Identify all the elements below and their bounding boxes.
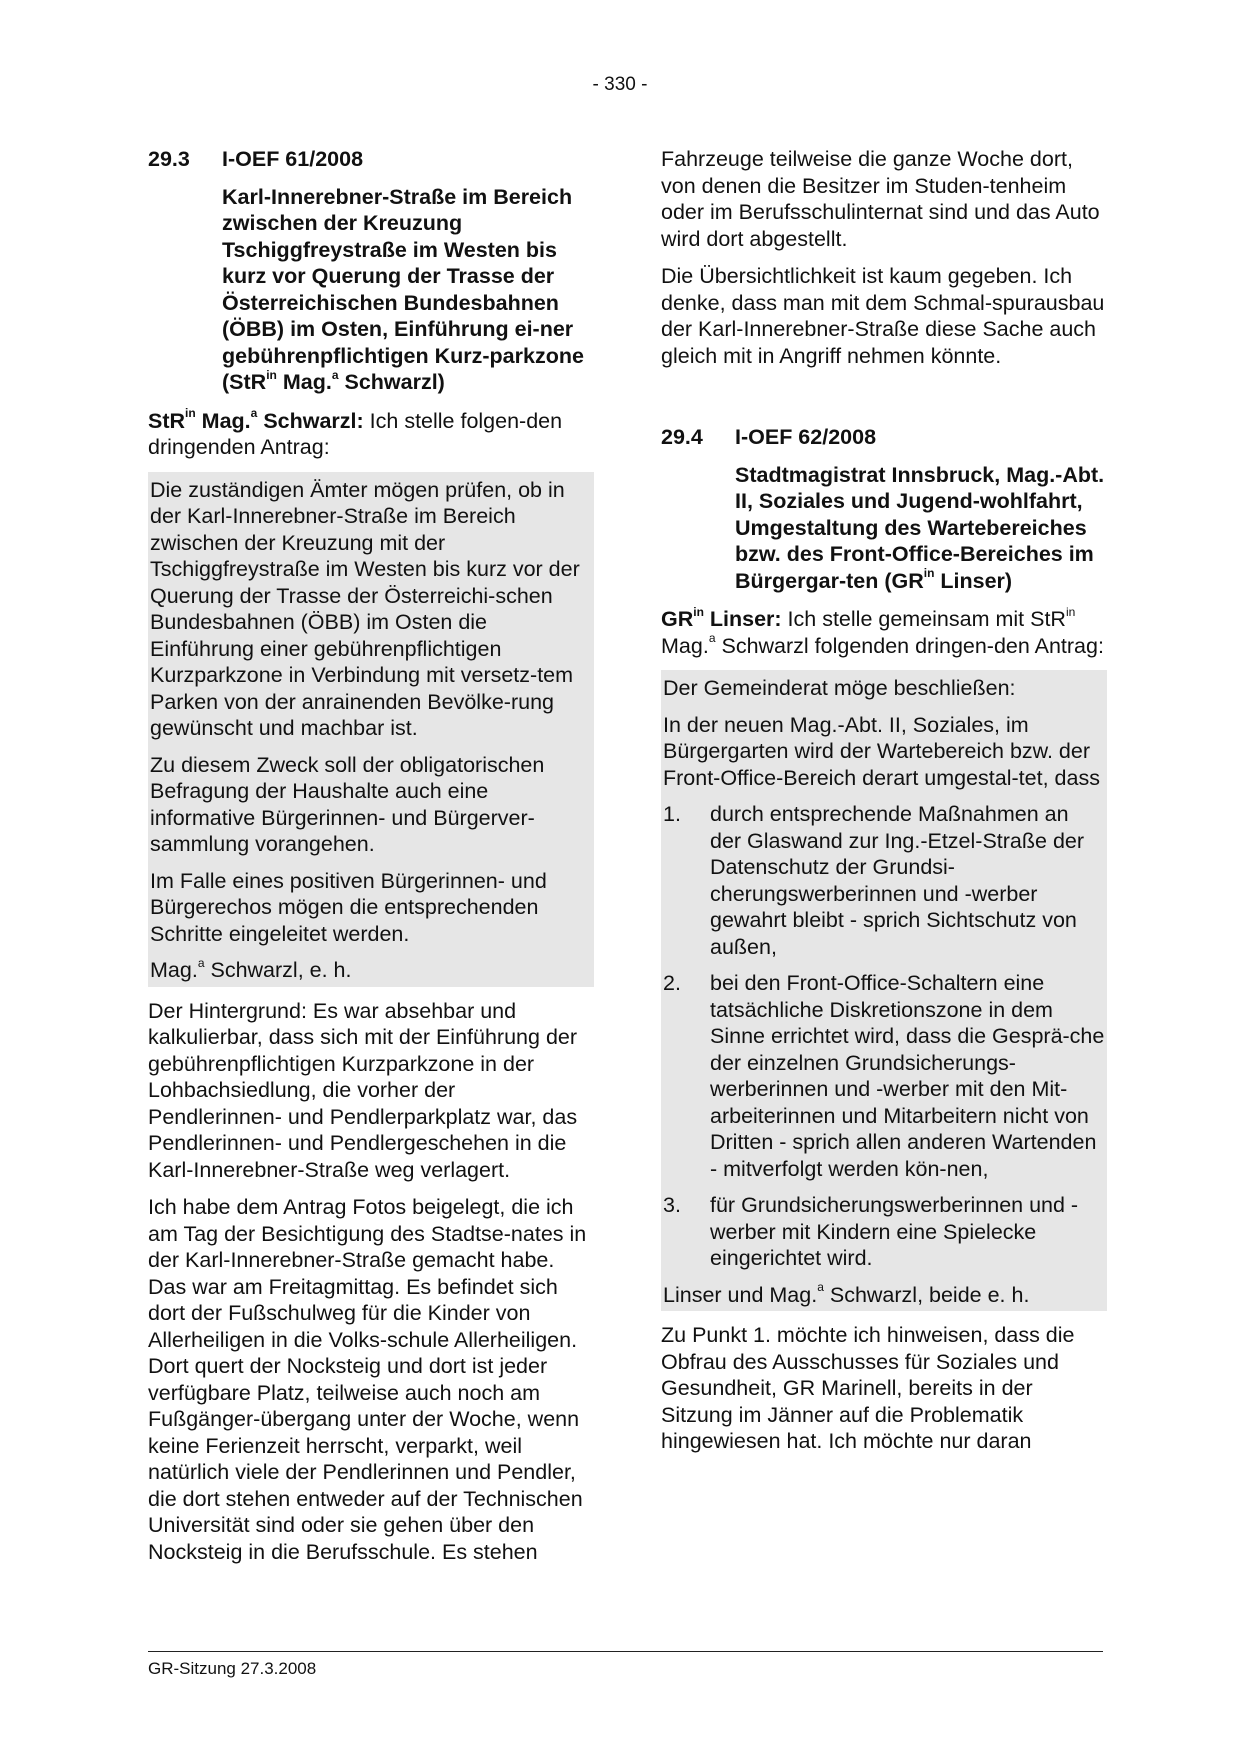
list-item: 2. bei den Front-Office-Schaltern eine tatsächliche Diskretionszone in dem Sinne errichtet wird, dass die Gesprä-che der einzelnen Grundsicherungs-werberinnen und -werber mit den Mit-arbeiterinnen und Mitarbeitern nicht von Dritten - sprich allen anderen Wartenden - mitverfolgt werden kön-nen, (663, 971, 1105, 1181)
motion-signature: Linser und Mag.$^a$ Schwarzl, beide e. h. (663, 1280, 1030, 1307)
paragraph-point1: Zu Punkt 1. möchte ich hinweisen, dass die Obfrau des Ausschusses für Soziales und Gesundheit, GR Marinell, bereits in der Sitzung im Jänner auf die Problematik hingewiesen hat. Ich möchte nur daran (661, 1323, 1075, 1453)
motion-paragraph: Zu diesem Zweck soll der obligatorischen Befragung der Haushalte auch eine informative Bürgerinnen- und Bürgerver-sammlung vorangehen. (150, 752, 545, 856)
right-column (661, 146, 1107, 1466)
section-heading-29-4 (661, 424, 1107, 451)
section-number: 29.3 (148, 147, 190, 171)
motion-paragraph: In der neuen Mag.-Abt. II, Soziales, im Bürgergarten wird der Wartebereich bzw. der Front-Office-Bereich derart umgestal-tet, dass (663, 712, 1100, 790)
section-title: Karl-Innerebner-Straße im Bereich zwischen der Kreuzung Tschiggfreystraße im Westen bis kurz vor Querung der Trasse der Österreichischen Bundesbahnen (ÖBB) im Osten, Einführung ei-ner gebührenpflichtigen Kurz-parkzone (StR$^{in}$ Mag.$^a$ Schwarzl) (222, 184, 584, 394)
motion-item-list (663, 801, 1105, 1272)
section-number: 29.4 (661, 425, 703, 449)
list-item: 3. für Grundsicherungswerberinnen und -werber mit Kindern eine Spielecke eingerichtet wird. (663, 1193, 1079, 1270)
speaker-name: StR$^{in}$ Mag.$^a$ Schwarzl: (148, 406, 364, 433)
section-code: I-OEF 61/2008 (222, 147, 364, 171)
section-heading-29-3 (148, 146, 594, 173)
list-item: 1. durch entsprechende Maßnahmen an der Glaswand zur Ing.-Etzel-Straße der Datenschutz der Grundsi-cherungswerberinnen und -werber gewahrt bleibt - sprich Sichtschutz von außen, (663, 802, 1085, 959)
page-number: - 330 - (592, 74, 648, 95)
motion-signature: Mag.$^a$ Schwarzl, e. h. (150, 955, 352, 982)
section-title: Stadtmagistrat Innsbruck, Mag.-Abt. II, Soziales und Jugend-wohlfahrt, Umgestaltung des Wartebereiches bzw. des Front-Office-Bereiches im Bürgergar-ten ($GR^{in}$ Linser) (735, 462, 1105, 593)
speaker-name: $GR^{in}$ Linser: (661, 604, 782, 631)
motion-box (661, 670, 1107, 1311)
paragraph-vehicles: Fahrzeuge teilweise die ganze Woche dort, von denen die Besitzer im Studen-tenheim oder im Berufsschulinternat sind und das Auto wird dort abgestellt. (661, 147, 1100, 251)
footer-text: GR-Sitzung 27.3.2008 (148, 1659, 317, 1678)
paragraph-overview: Die Übersichtlichkeit ist kaum gegeben. Ich denke, dass man mit dem Schmal-spurausbau der Karl-Innerebner-Straße diese Sache auch gleich mit in Angriff nehmen könnte. (661, 264, 1105, 368)
speaker-intro: StR$^{in}$ Mag.$^a$ Schwarzl: Ich stelle folgen-den dringenden Antrag: (148, 406, 563, 459)
footer-divider (148, 1651, 1103, 1652)
paragraph-background: Der Hintergrund: Es war absehbar und kalkulierbar, dass sich mit der Einführung der gebührenpflichtigen Kurzparkzone in der Lohbachsiedlung, die vorher der Pendlerinnen- und Pendlerparkplatz war, das Pendlerinnen- und Pendlergeschehen in die Karl-Innerebner-Straße weg verlagert. (148, 998, 578, 1182)
paragraph-photos: Ich habe dem Antrag Fotos beigelegt, die ich am Tag der Besichtigung des Stadtse-nates in der Karl-Innerebner-Straße gemacht habe. Das war am Freitagmittag. Es befindet sich dort der Fußschulweg für die Kinder von Allerheiligen in die Volks-schule Allerheiligen. Dort quert der Nocksteig und dort ist jeder verfügbare Platz, teilweise auch noch am Fußgänger-übergang unter der Woche, wenn keine Ferienzeit herrscht, verparkt, weil natürlich viele der Pendlerinnen und Pendler, die dort stehen entweder auf der Technischen Universität sind oder sie gehen über den Nocksteig in die Berufsschule. Es stehen (148, 1195, 587, 1564)
motion-box (148, 472, 594, 987)
motion-paragraph: Die zuständigen Ämter mögen prüfen, ob in der Karl-Innerebner-Straße im Bereich zwischen der Kreuzung mit der Tschiggfreystraße im Westen bis kurz vor der Querung der Trasse der Österreichi-schen Bundesbahnen (ÖBB) im Osten die Einführung einer gebührenpflichtigen Kurzparkzone in Verbindung mit versetz-tem Parken von der anrainenden Bevölke-rung gewünscht und machbar ist. (150, 477, 580, 740)
left-column (148, 146, 594, 1576)
motion-intro: Der Gemeinderat möge beschließen: (663, 676, 1016, 700)
section-code: I-OEF 62/2008 (735, 425, 877, 449)
speaker-intro: $GR^{in}$ Linser: Ich stelle gemeinsam mit StR$^{in}$ Mag.$^a$ Schwarzl folgenden dringen-den Antrag: (661, 604, 1104, 658)
motion-paragraph: Im Falle eines positiven Bürgerinnen- und Bürgerechos mögen die entsprechenden Schritte eingeleitet werden. (150, 868, 547, 946)
